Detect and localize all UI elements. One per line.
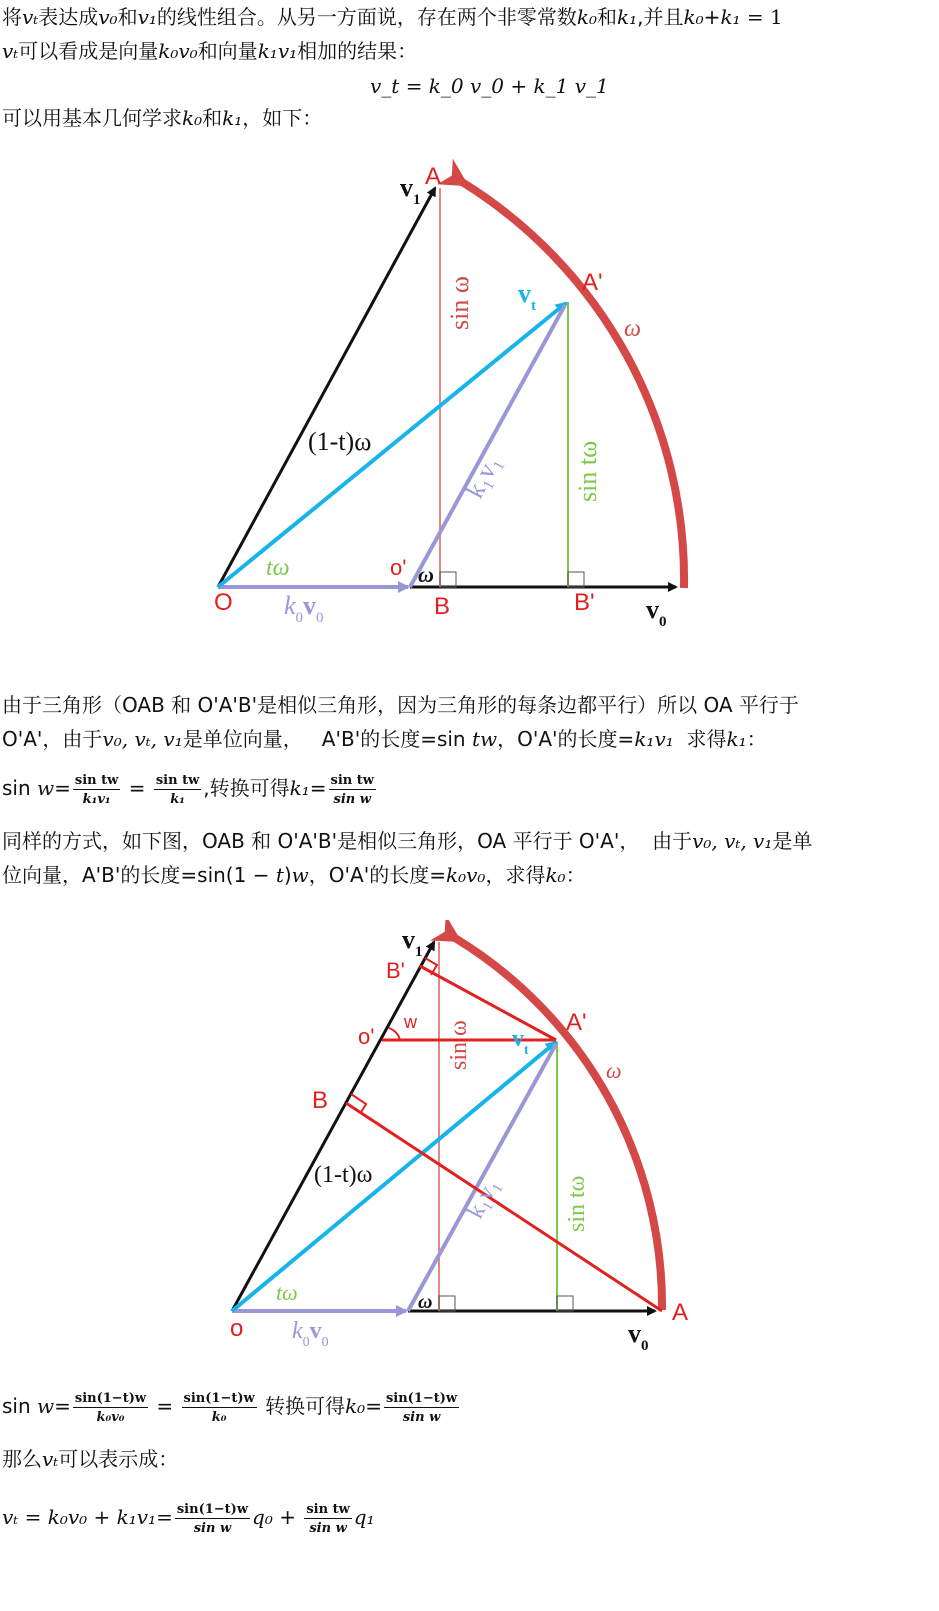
math-v0vtv1: v₀, vₜ, v₁	[102, 727, 183, 751]
text: 同样的方式，如下图，OAB 和 O'A'B'是相似三角形，OA 平行于 O'A'，	[2, 829, 640, 853]
math-k0: k₀	[545, 863, 566, 887]
math-q0: q₀	[252, 1505, 273, 1529]
equation-text: v_t = k_0 v_0 + k_1 v_1	[370, 74, 609, 98]
math-k1: k₁	[289, 776, 310, 800]
paragraph-1-line-1	[2, 692, 799, 718]
text: )	[283, 863, 292, 887]
text: =	[309, 776, 327, 800]
label-A: A	[672, 1299, 689, 1326]
fraction-den: sin w	[402, 1409, 441, 1425]
text: 相加的结果：	[297, 39, 418, 63]
fraction-den: k₀v₀	[96, 1409, 125, 1425]
math-tw: tw	[471, 727, 498, 751]
math-k0: k₀	[345, 1394, 366, 1418]
label-vt: $v_t$	[518, 279, 536, 314]
math-k0v0: k₀v₀	[445, 863, 486, 887]
label-v1: $v_1$	[400, 173, 421, 208]
vector-vt	[218, 303, 566, 587]
fraction-den: k₀	[211, 1409, 227, 1425]
text: = k₀v₀ + k₁v₁=	[24, 1505, 173, 1529]
label-v0: $v_0$	[628, 1319, 649, 1354]
text: 和	[117, 5, 138, 29]
fraction	[73, 774, 120, 806]
label-O-prime: o'	[390, 555, 407, 580]
label-one-minus-t-omega: (1-t)ω	[308, 427, 372, 456]
right-angle-B	[440, 572, 456, 587]
text: sin	[2, 776, 31, 800]
text: 和向量	[197, 39, 258, 63]
text: ,转换可得	[203, 776, 290, 800]
fraction-num: sin tw	[330, 772, 374, 788]
math-w: w	[37, 776, 55, 800]
math-k1: k₁	[222, 106, 243, 130]
label-k0v0: $k_0v_0$	[292, 1318, 329, 1350]
text: ：	[565, 863, 586, 887]
text: 是单	[772, 829, 813, 853]
label-O-prime: o'	[358, 1024, 375, 1049]
math-k1: k₁	[617, 5, 638, 29]
intro-line-2	[2, 38, 417, 64]
label-B: B	[434, 593, 451, 620]
math-t: t	[275, 863, 284, 887]
label-O: O	[214, 589, 233, 616]
math-k1: k₁	[720, 5, 741, 29]
text: 可以表示成：	[58, 1447, 179, 1471]
equation-vt	[370, 74, 609, 98]
text: 和	[597, 5, 618, 29]
label-A: A	[425, 163, 442, 190]
text: O'A'，由于	[2, 727, 103, 751]
text: 是单位向量，	[182, 727, 303, 751]
vector-k1v1	[410, 305, 565, 587]
label-k0v0: $k_0v_0$	[284, 591, 324, 626]
label-B-prime: B'	[386, 958, 405, 983]
text: =	[128, 776, 146, 800]
text: 位向量，A'B'的长度=sin(1 −	[2, 863, 276, 887]
math-v1: v₁	[137, 5, 157, 29]
label-w: w	[404, 1012, 417, 1032]
fraction-num: sin tw	[306, 1501, 350, 1517]
right-angle	[557, 1296, 573, 1311]
math-vt: vₜ	[42, 1447, 59, 1471]
fraction-num: sin tw	[155, 772, 200, 788]
fraction	[182, 1392, 257, 1424]
text: ,并且	[637, 5, 684, 29]
fraction-num: sin(1−t)w	[183, 1390, 255, 1406]
math-vt: vₜ	[2, 1505, 19, 1529]
text: 那么	[2, 1447, 42, 1471]
figure-slerp-k1	[0, 140, 939, 650]
text: sin	[2, 1394, 31, 1418]
fraction-num: sin(1−t)w	[74, 1390, 147, 1406]
label-k1v1: k₁v₁	[462, 1174, 505, 1223]
fraction-num: sin tw	[74, 772, 119, 788]
label-B-prime: B'	[574, 589, 595, 616]
math-vt: vₜ	[2, 39, 19, 63]
right-angle-B-prime	[568, 572, 584, 587]
vector-vt	[232, 1042, 556, 1311]
text: 可以用基本几何学求	[2, 106, 182, 130]
fraction-den: sin w	[333, 791, 371, 807]
text: +	[703, 5, 721, 29]
vector-v1	[218, 188, 435, 587]
fraction	[329, 774, 376, 806]
right-angle	[439, 1296, 455, 1311]
label-omega-arc: ω	[624, 316, 641, 342]
fraction-den: sin w	[309, 1520, 347, 1536]
text: ，O'A'的长度=	[308, 863, 446, 887]
fraction-den: sin w	[193, 1520, 232, 1536]
math-w: w	[291, 863, 309, 887]
text: 表达成	[38, 5, 99, 29]
label-B: B	[312, 1087, 329, 1114]
formula-vt-final: vₜ = k₀v₀ + k₁v₁= $\frac{\sin(1-t)w}{\text{sin w}}$ q₀ + $\frac{\text{sin tw}}{\text{sin w}}$ q₁	[2, 1501, 375, 1536]
text: ，如下：	[242, 106, 323, 130]
text: A'B'的长度=sin	[321, 727, 466, 751]
label-sin-omega: sin ω	[446, 1020, 472, 1070]
paragraph-1-line-2	[2, 726, 767, 752]
paragraph-2-line-1	[2, 828, 812, 854]
text: 由于三角形（OAB 和 O'A'B'是相似三角形，因为三角形的每条边都平行）所以 OA 平行于	[2, 693, 799, 717]
label-omega-angle: ω	[418, 562, 434, 587]
fraction	[73, 1392, 148, 1424]
math-k1: k₁	[726, 727, 747, 751]
angle-w-arc	[389, 1028, 400, 1040]
text: ：	[746, 727, 767, 751]
math-v0: v₀	[98, 5, 118, 29]
fraction	[154, 774, 201, 806]
text: 由于	[652, 829, 693, 853]
label-omega-angle: ω	[418, 1291, 433, 1313]
math-q1: q₁	[353, 1505, 375, 1529]
math-v0vtv1: v₀, vₜ, v₁	[692, 829, 773, 853]
fraction	[304, 1503, 351, 1535]
fraction-num: sin(1−t)w	[176, 1501, 249, 1517]
label-O: o	[230, 1315, 244, 1342]
label-vt: $v_t$	[512, 1026, 529, 1058]
label-v0: $v_0$	[646, 595, 667, 630]
fraction	[384, 1392, 459, 1424]
math-vt: vₜ	[22, 5, 39, 29]
fraction	[175, 1503, 250, 1535]
math-k0: k₀	[683, 5, 704, 29]
math-k0v0: k₀v₀	[158, 39, 198, 63]
fraction-den: k₁v₁	[82, 791, 111, 807]
fraction-num: sin(1−t)w	[385, 1390, 458, 1406]
formula-k1: sin w= $\frac{\text{sin tw}}{\text{k₁v₁}}$ = $\frac{\text{sin tw}}{\text{k₁}}$ ,转换可得k₁= $\frac{\text{sin tw}}{\text{sin w}}$	[2, 772, 374, 807]
label-A-prime: A'	[582, 269, 603, 296]
paragraph-4	[2, 1446, 178, 1472]
fraction-den: k₁	[170, 791, 185, 807]
text: 可以看成是向量	[18, 39, 159, 63]
label-omega-arc: ω	[606, 1058, 622, 1083]
label-sin-t-omega: sin tω	[573, 440, 602, 502]
text: =	[365, 1394, 382, 1418]
text: 的线性组合。从另一方面说，存在两个非零常数	[156, 5, 577, 29]
label-one-minus-t-omega: (1-t)ω	[314, 1162, 373, 1188]
figure-slerp-k0	[0, 920, 939, 1360]
label-A-prime: A'	[566, 1009, 587, 1036]
intro-line-3	[2, 105, 322, 131]
math-w: w	[37, 1394, 55, 1418]
math-k0: k₀	[182, 106, 203, 130]
intro-line-1	[2, 4, 783, 30]
label-t-omega: tω	[266, 555, 290, 581]
math-k1v1: k₁v₁	[634, 727, 674, 751]
math-k0: k₀	[576, 5, 598, 29]
text: 转换可得	[265, 1394, 346, 1418]
label-t-omega: tω	[276, 1280, 298, 1305]
paragraph-2-line-2	[2, 862, 586, 888]
text: ，求得	[485, 863, 546, 887]
text: =	[156, 1394, 174, 1418]
text: = 1	[740, 5, 783, 29]
text: ，O'A'的长度=	[497, 727, 635, 751]
label-sin-omega: sin ω	[445, 276, 474, 330]
math-k1v1: k₁v₁	[257, 39, 298, 63]
text: 和	[202, 106, 223, 130]
omega-arc	[455, 938, 662, 1310]
text: 求得	[686, 727, 727, 751]
label-sin-t-omega: sin tω	[564, 1175, 590, 1232]
text: 将	[2, 5, 22, 29]
formula-k0: sin w= $\frac{\sin(1-t)w}{\text{k₀v₀}}$ = $\frac{\sin(1-t)w}{\text{k₀}}$ 转换可得k₀= $\frac{\sin(1-t)w}{\text{sin w}}$	[2, 1390, 458, 1425]
vector-v1	[232, 942, 434, 1311]
label-k1v1: k₁v₁	[459, 450, 507, 503]
label-v1: $v_1$	[402, 925, 423, 960]
